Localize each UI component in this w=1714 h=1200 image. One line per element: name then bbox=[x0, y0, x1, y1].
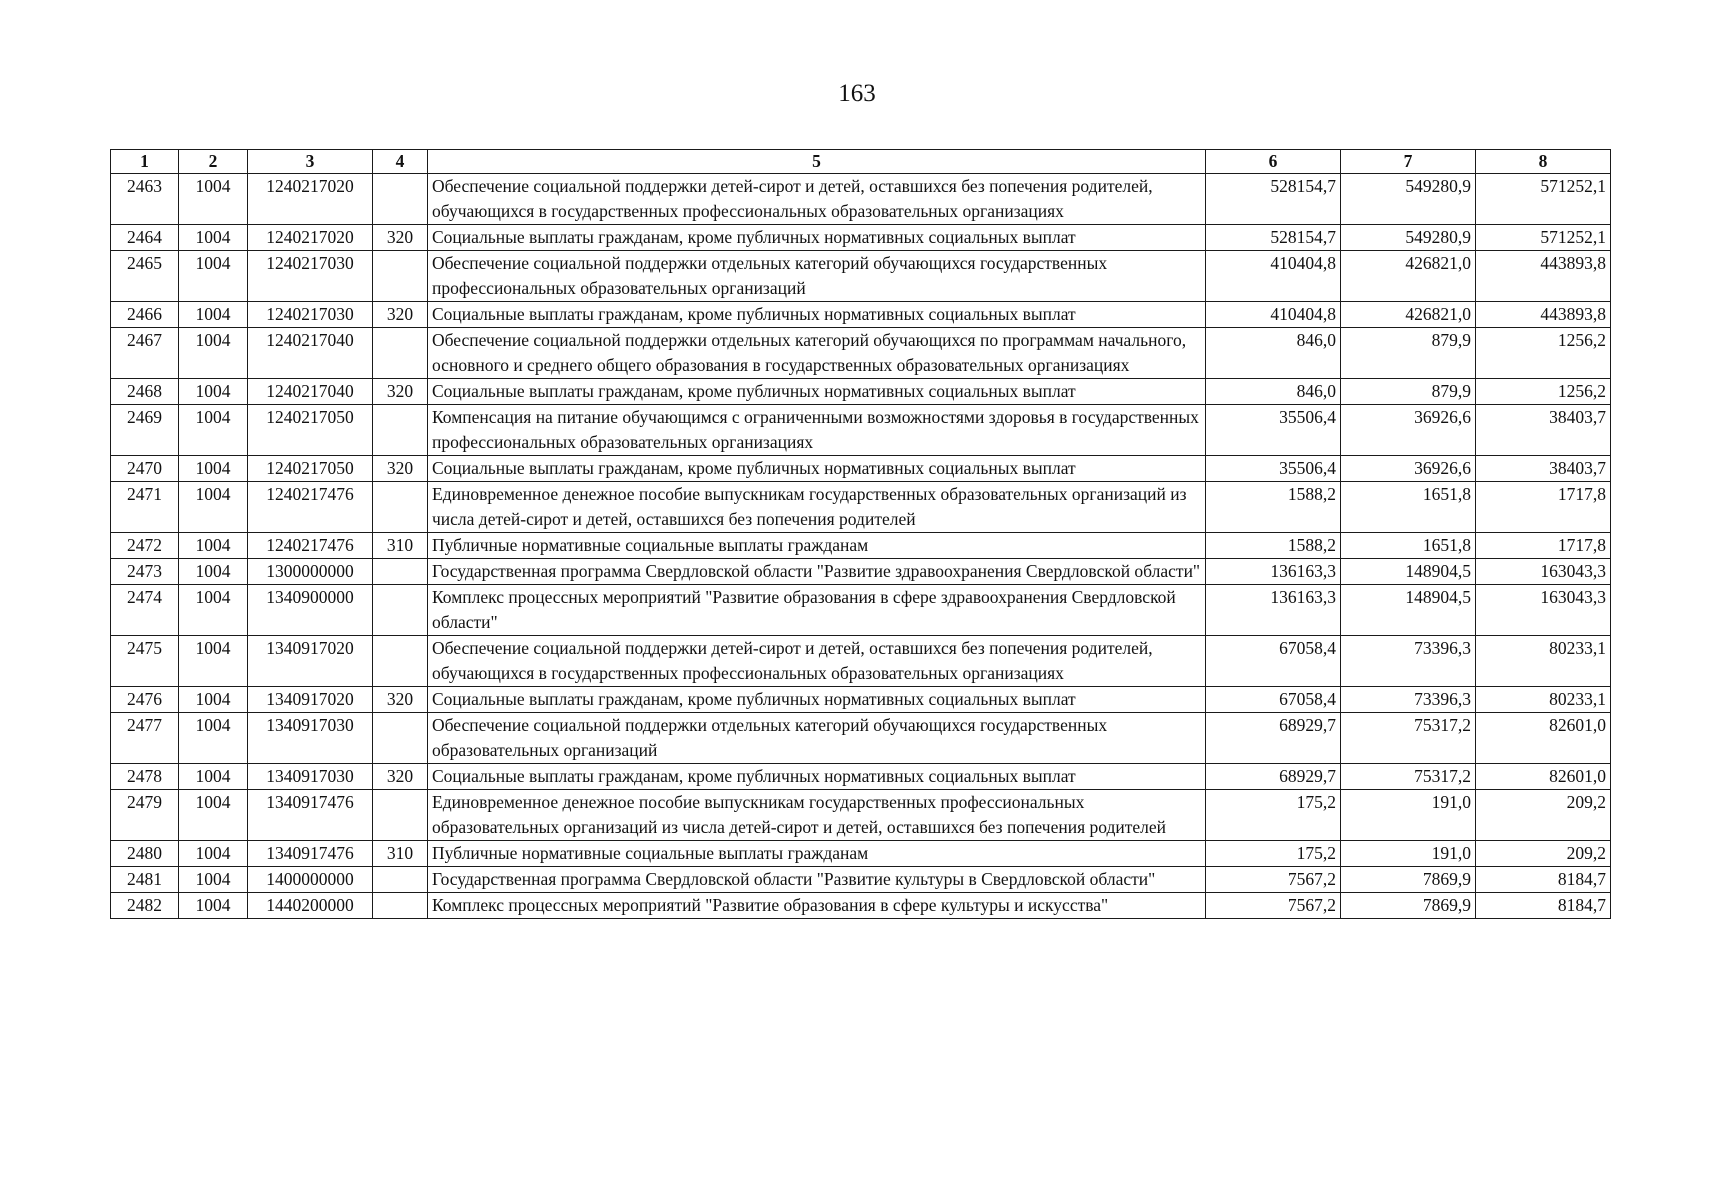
amount-col-7: 549280,9 bbox=[1341, 174, 1476, 225]
section-code: 1004 bbox=[179, 302, 248, 328]
amount-col-7: 7869,9 bbox=[1341, 867, 1476, 893]
expense-type-code bbox=[373, 867, 428, 893]
section-code: 1004 bbox=[179, 867, 248, 893]
amount-col-6: 35506,4 bbox=[1206, 405, 1341, 456]
target-code: 1240217020 bbox=[248, 174, 373, 225]
target-code: 1240217050 bbox=[248, 456, 373, 482]
row-number: 2478 bbox=[111, 764, 179, 790]
row-description: Обеспечение социальной поддержки детей-сирот и детей, оставшихся без попечения родителей, обучающихся в государственных профессиональных образовательных организациях bbox=[428, 636, 1206, 687]
amount-col-7: 879,9 bbox=[1341, 328, 1476, 379]
row-number: 2480 bbox=[111, 841, 179, 867]
amount-col-8: 8184,7 bbox=[1476, 867, 1611, 893]
amount-col-6: 7567,2 bbox=[1206, 867, 1341, 893]
row-description: Публичные нормативные социальные выплаты гражданам bbox=[428, 533, 1206, 559]
row-number: 2479 bbox=[111, 790, 179, 841]
table-row bbox=[111, 379, 1611, 405]
amount-col-6: 175,2 bbox=[1206, 841, 1341, 867]
target-code: 1240217040 bbox=[248, 379, 373, 405]
row-number: 2472 bbox=[111, 533, 179, 559]
row-description: Единовременное денежное пособие выпускникам государственных профессиональных образовательных организаций из числа детей-сирот и детей, оставшихся без попечения родителей bbox=[428, 790, 1206, 841]
section-code: 1004 bbox=[179, 636, 248, 687]
amount-col-8: 8184,7 bbox=[1476, 893, 1611, 919]
target-code: 1300000000 bbox=[248, 559, 373, 585]
amount-col-8: 443893,8 bbox=[1476, 302, 1611, 328]
amount-col-6: 68929,7 bbox=[1206, 764, 1341, 790]
table-row bbox=[111, 841, 1611, 867]
expense-type-code bbox=[373, 328, 428, 379]
expense-type-code bbox=[373, 251, 428, 302]
expense-type-code: 310 bbox=[373, 841, 428, 867]
amount-col-6: 35506,4 bbox=[1206, 456, 1341, 482]
amount-col-7: 7869,9 bbox=[1341, 893, 1476, 919]
row-description: Обеспечение социальной поддержки детей-сирот и детей, оставшихся без попечения родителей, обучающихся в государственных профессиональных образовательных организациях bbox=[428, 174, 1206, 225]
section-code: 1004 bbox=[179, 456, 248, 482]
amount-col-8: 1717,8 bbox=[1476, 482, 1611, 533]
amount-col-6: 528154,7 bbox=[1206, 225, 1341, 251]
amount-col-7: 191,0 bbox=[1341, 841, 1476, 867]
expense-type-code: 310 bbox=[373, 533, 428, 559]
row-number: 2481 bbox=[111, 867, 179, 893]
row-number: 2475 bbox=[111, 636, 179, 687]
target-code: 1240217476 bbox=[248, 533, 373, 559]
expense-type-code bbox=[373, 713, 428, 764]
row-description: Государственная программа Свердловской области "Развитие культуры в Свердловской области" bbox=[428, 867, 1206, 893]
expense-type-code bbox=[373, 559, 428, 585]
table-row bbox=[111, 302, 1611, 328]
row-number: 2464 bbox=[111, 225, 179, 251]
amount-col-6: 846,0 bbox=[1206, 328, 1341, 379]
expense-type-code: 320 bbox=[373, 456, 428, 482]
table-row bbox=[111, 225, 1611, 251]
amount-col-8: 38403,7 bbox=[1476, 456, 1611, 482]
amount-col-8: 82601,0 bbox=[1476, 764, 1611, 790]
expense-type-code: 320 bbox=[373, 687, 428, 713]
row-description: Социальные выплаты гражданам, кроме публичных нормативных социальных выплат bbox=[428, 456, 1206, 482]
table-row bbox=[111, 328, 1611, 379]
column-header-1: 1 bbox=[111, 150, 179, 174]
target-code: 1340917030 bbox=[248, 764, 373, 790]
target-code: 1240217030 bbox=[248, 251, 373, 302]
section-code: 1004 bbox=[179, 251, 248, 302]
table-row bbox=[111, 585, 1611, 636]
table-row bbox=[111, 251, 1611, 302]
amount-col-6: 175,2 bbox=[1206, 790, 1341, 841]
row-number: 2467 bbox=[111, 328, 179, 379]
section-code: 1004 bbox=[179, 790, 248, 841]
section-code: 1004 bbox=[179, 174, 248, 225]
row-number: 2469 bbox=[111, 405, 179, 456]
column-header-3: 3 bbox=[248, 150, 373, 174]
amount-col-6: 1588,2 bbox=[1206, 482, 1341, 533]
amount-col-7: 73396,3 bbox=[1341, 636, 1476, 687]
row-number: 2471 bbox=[111, 482, 179, 533]
table-row bbox=[111, 790, 1611, 841]
expense-type-code bbox=[373, 790, 428, 841]
target-code: 1340917476 bbox=[248, 841, 373, 867]
table-row bbox=[111, 482, 1611, 533]
section-code: 1004 bbox=[179, 713, 248, 764]
row-description: Комплекс процессных мероприятий "Развитие образования в сфере здравоохранения Свердловской области" bbox=[428, 585, 1206, 636]
target-code: 1240217476 bbox=[248, 482, 373, 533]
column-header-4: 4 bbox=[373, 150, 428, 174]
amount-col-7: 36926,6 bbox=[1341, 456, 1476, 482]
amount-col-7: 75317,2 bbox=[1341, 713, 1476, 764]
amount-col-8: 443893,8 bbox=[1476, 251, 1611, 302]
section-code: 1004 bbox=[179, 482, 248, 533]
table-row bbox=[111, 687, 1611, 713]
table-body bbox=[111, 174, 1611, 919]
row-description: Социальные выплаты гражданам, кроме публичных нормативных социальных выплат bbox=[428, 225, 1206, 251]
amount-col-7: 426821,0 bbox=[1341, 302, 1476, 328]
expense-type-code: 320 bbox=[373, 225, 428, 251]
section-code: 1004 bbox=[179, 225, 248, 251]
amount-col-6: 410404,8 bbox=[1206, 302, 1341, 328]
amount-col-7: 148904,5 bbox=[1341, 559, 1476, 585]
amount-col-6: 136163,3 bbox=[1206, 585, 1341, 636]
row-description: Социальные выплаты гражданам, кроме публичных нормативных социальных выплат bbox=[428, 379, 1206, 405]
row-number: 2466 bbox=[111, 302, 179, 328]
amount-col-6: 410404,8 bbox=[1206, 251, 1341, 302]
target-code: 1400000000 bbox=[248, 867, 373, 893]
section-code: 1004 bbox=[179, 379, 248, 405]
row-number: 2474 bbox=[111, 585, 179, 636]
amount-col-7: 73396,3 bbox=[1341, 687, 1476, 713]
amount-col-7: 879,9 bbox=[1341, 379, 1476, 405]
amount-col-6: 67058,4 bbox=[1206, 636, 1341, 687]
expense-type-code: 320 bbox=[373, 302, 428, 328]
row-description: Социальные выплаты гражданам, кроме публичных нормативных социальных выплат bbox=[428, 687, 1206, 713]
page-number: 163 bbox=[838, 80, 876, 107]
target-code: 1240217030 bbox=[248, 302, 373, 328]
amount-col-7: 426821,0 bbox=[1341, 251, 1476, 302]
amount-col-8: 209,2 bbox=[1476, 790, 1611, 841]
expense-type-code bbox=[373, 174, 428, 225]
row-description: Обеспечение социальной поддержки отдельных категорий обучающихся государственных профессиональных образовательных организаций bbox=[428, 251, 1206, 302]
amount-col-6: 67058,4 bbox=[1206, 687, 1341, 713]
section-code: 1004 bbox=[179, 585, 248, 636]
amount-col-6: 846,0 bbox=[1206, 379, 1341, 405]
section-code: 1004 bbox=[179, 893, 248, 919]
amount-col-7: 148904,5 bbox=[1341, 585, 1476, 636]
expense-type-code bbox=[373, 893, 428, 919]
table-row bbox=[111, 533, 1611, 559]
target-code: 1240217050 bbox=[248, 405, 373, 456]
target-code: 1340917020 bbox=[248, 687, 373, 713]
section-code: 1004 bbox=[179, 328, 248, 379]
table-row bbox=[111, 867, 1611, 893]
row-description: Обеспечение социальной поддержки отдельных категорий обучающихся по программам начального, основного и среднего общего образования в государственных образовательных организациях bbox=[428, 328, 1206, 379]
target-code: 1340900000 bbox=[248, 585, 373, 636]
row-number: 2482 bbox=[111, 893, 179, 919]
amount-col-8: 571252,1 bbox=[1476, 174, 1611, 225]
amount-col-7: 75317,2 bbox=[1341, 764, 1476, 790]
amount-col-6: 68929,7 bbox=[1206, 713, 1341, 764]
row-number: 2468 bbox=[111, 379, 179, 405]
row-number: 2470 bbox=[111, 456, 179, 482]
amount-col-6: 1588,2 bbox=[1206, 533, 1341, 559]
budget-table bbox=[110, 149, 1611, 919]
amount-col-8: 82601,0 bbox=[1476, 713, 1611, 764]
expense-type-code bbox=[373, 636, 428, 687]
target-code: 1340917030 bbox=[248, 713, 373, 764]
row-description: Публичные нормативные социальные выплаты гражданам bbox=[428, 841, 1206, 867]
column-header-7: 7 bbox=[1341, 150, 1476, 174]
section-code: 1004 bbox=[179, 559, 248, 585]
row-number: 2476 bbox=[111, 687, 179, 713]
row-description: Комплекс процессных мероприятий "Развитие образования в сфере культуры и искусства" bbox=[428, 893, 1206, 919]
target-code: 1240217040 bbox=[248, 328, 373, 379]
row-description: Социальные выплаты гражданам, кроме публичных нормативных социальных выплат bbox=[428, 302, 1206, 328]
amount-col-8: 80233,1 bbox=[1476, 636, 1611, 687]
section-code: 1004 bbox=[179, 687, 248, 713]
amount-col-7: 549280,9 bbox=[1341, 225, 1476, 251]
amount-col-8: 38403,7 bbox=[1476, 405, 1611, 456]
amount-col-8: 1256,2 bbox=[1476, 379, 1611, 405]
table-row bbox=[111, 174, 1611, 225]
expense-type-code bbox=[373, 405, 428, 456]
row-description: Государственная программа Свердловской области "Развитие здравоохранения Свердловской области" bbox=[428, 559, 1206, 585]
expense-type-code bbox=[373, 482, 428, 533]
row-number: 2473 bbox=[111, 559, 179, 585]
target-code: 1340917476 bbox=[248, 790, 373, 841]
section-code: 1004 bbox=[179, 764, 248, 790]
column-header-8: 8 bbox=[1476, 150, 1611, 174]
amount-col-7: 1651,8 bbox=[1341, 533, 1476, 559]
section-code: 1004 bbox=[179, 841, 248, 867]
row-description: Социальные выплаты гражданам, кроме публичных нормативных социальных выплат bbox=[428, 764, 1206, 790]
target-code: 1440200000 bbox=[248, 893, 373, 919]
column-header-2: 2 bbox=[179, 150, 248, 174]
amount-col-8: 1717,8 bbox=[1476, 533, 1611, 559]
column-header-6: 6 bbox=[1206, 150, 1341, 174]
header-row bbox=[111, 150, 1611, 174]
amount-col-8: 571252,1 bbox=[1476, 225, 1611, 251]
target-code: 1340917020 bbox=[248, 636, 373, 687]
table-row bbox=[111, 636, 1611, 687]
amount-col-8: 163043,3 bbox=[1476, 559, 1611, 585]
target-code: 1240217020 bbox=[248, 225, 373, 251]
amount-col-6: 136163,3 bbox=[1206, 559, 1341, 585]
table-row bbox=[111, 405, 1611, 456]
amount-col-6: 528154,7 bbox=[1206, 174, 1341, 225]
row-description: Единовременное денежное пособие выпускникам государственных образовательных организаций из числа детей-сирот и детей, оставшихся без попечения родителей bbox=[428, 482, 1206, 533]
table-row bbox=[111, 764, 1611, 790]
table-row bbox=[111, 713, 1611, 764]
expense-type-code: 320 bbox=[373, 764, 428, 790]
amount-col-8: 1256,2 bbox=[1476, 328, 1611, 379]
amount-col-7: 191,0 bbox=[1341, 790, 1476, 841]
section-code: 1004 bbox=[179, 405, 248, 456]
expense-type-code: 320 bbox=[373, 379, 428, 405]
row-description: Компенсация на питание обучающимся с ограниченными возможностями здоровья в государственных профессиональных образовательных организациях bbox=[428, 405, 1206, 456]
row-description: Обеспечение социальной поддержки отдельных категорий обучающихся государственных образовательных организаций bbox=[428, 713, 1206, 764]
amount-col-8: 163043,3 bbox=[1476, 585, 1611, 636]
table-row bbox=[111, 893, 1611, 919]
amount-col-7: 1651,8 bbox=[1341, 482, 1476, 533]
amount-col-7: 36926,6 bbox=[1341, 405, 1476, 456]
amount-col-6: 7567,2 bbox=[1206, 893, 1341, 919]
table-row bbox=[111, 456, 1611, 482]
row-number: 2477 bbox=[111, 713, 179, 764]
column-header-5: 5 bbox=[428, 150, 1206, 174]
section-code: 1004 bbox=[179, 533, 248, 559]
row-number: 2463 bbox=[111, 174, 179, 225]
amount-col-8: 209,2 bbox=[1476, 841, 1611, 867]
expense-type-code bbox=[373, 585, 428, 636]
amount-col-8: 80233,1 bbox=[1476, 687, 1611, 713]
table-row bbox=[111, 559, 1611, 585]
row-number: 2465 bbox=[111, 251, 179, 302]
